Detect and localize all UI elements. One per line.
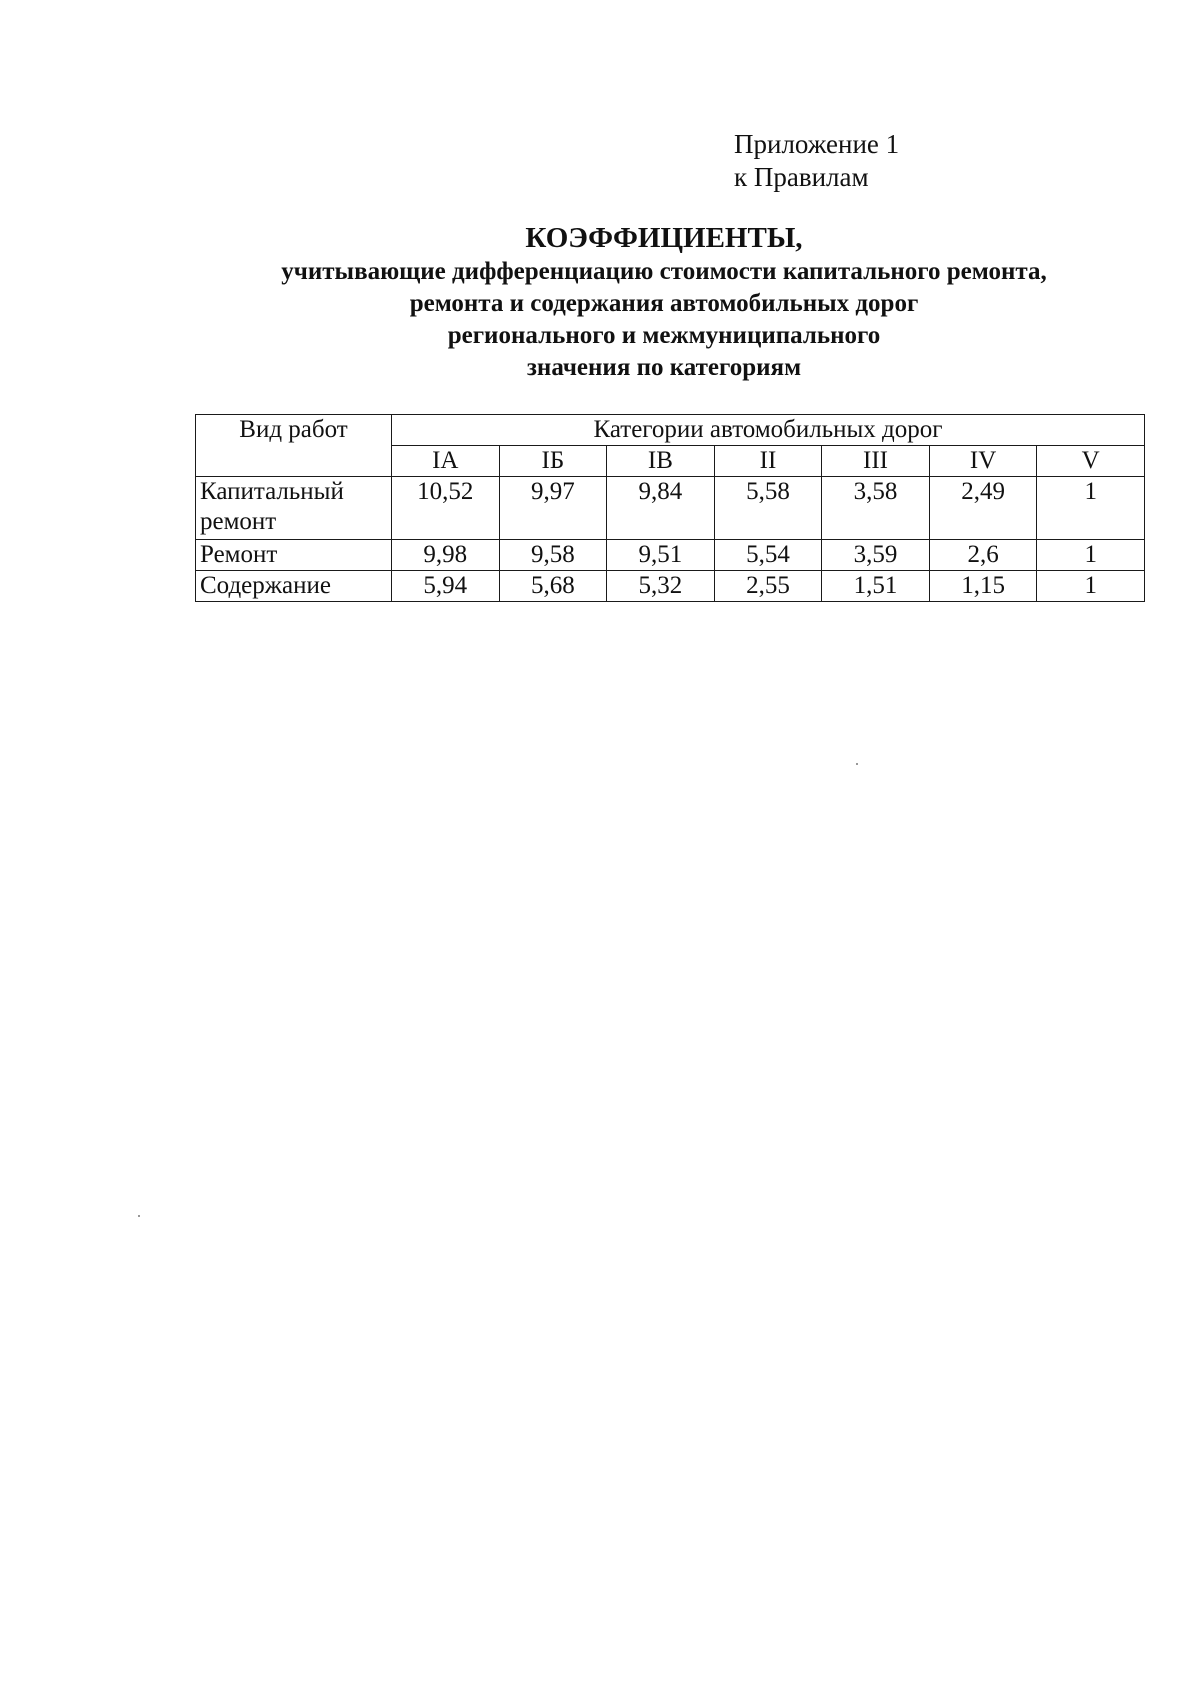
annex-line-1: Приложение 1 — [734, 129, 900, 159]
header-category-ia: IA — [392, 446, 500, 477]
table-cell: 1,15 — [929, 571, 1037, 602]
header-category-iii: III — [822, 446, 930, 477]
header-category-ib-1: IБ — [499, 446, 607, 477]
table-cell: 5,58 — [714, 477, 822, 540]
row-label-repair: Ремонт — [196, 540, 392, 571]
title-line-2: ремонта и содержания автомобильных дорог — [409, 290, 919, 317]
table-cell: 2,55 — [714, 571, 822, 602]
table-row-capital-repair — [196, 477, 1145, 540]
header-category-ii: II — [714, 446, 822, 477]
table-cell: 5,32 — [607, 571, 715, 602]
table-cell: 2,49 — [929, 477, 1037, 540]
title-line-3: регионального и межмуниципального — [447, 322, 881, 349]
table-row-repair — [196, 540, 1145, 571]
table-cell: 9,84 — [607, 477, 715, 540]
table-cell: 1 — [1037, 540, 1145, 571]
header-category-iv: IV — [929, 446, 1037, 477]
table-cell: 5,68 — [499, 571, 607, 602]
table-cell: 2,6 — [929, 540, 1037, 571]
table-cell: 3,59 — [822, 540, 930, 571]
table-cell: 1 — [1037, 477, 1145, 540]
annex-reference — [734, 128, 899, 194]
table-cell: 5,54 — [714, 540, 822, 571]
table-cell: 3,58 — [822, 477, 930, 540]
table-cell: 9,58 — [499, 540, 607, 571]
title-line-1: учитывающие дифференциацию стоимости капитального ремонта, — [281, 258, 1047, 285]
table-cell: 9,51 — [607, 540, 715, 571]
header-work-type: Вид работ — [196, 415, 392, 477]
scan-speck — [856, 763, 858, 765]
table-cell: 1 — [1037, 571, 1145, 602]
row-label-line: ремонт — [200, 508, 277, 535]
coefficients-table — [195, 414, 1145, 602]
table-cell: 10,52 — [392, 477, 500, 540]
header-category-ib-2: IB — [607, 446, 715, 477]
scan-speck — [138, 1215, 140, 1217]
header-road-categories: Категории автомобильных дорог — [392, 415, 1145, 446]
row-label-maintenance: Содержание — [196, 571, 392, 602]
row-label-capital-repair — [196, 477, 392, 540]
header-category-v: V — [1037, 446, 1145, 477]
table-row-maintenance — [196, 571, 1145, 602]
table-cell: 9,97 — [499, 477, 607, 540]
table-cell: 9,98 — [392, 540, 500, 571]
annex-line-2: к Правилам — [734, 162, 869, 192]
row-label-line: Капитальный — [200, 478, 344, 505]
table-cell: 5,94 — [392, 571, 500, 602]
document-title — [160, 220, 1168, 384]
title-main: КОЭФФИЦИЕНТЫ, — [525, 222, 803, 254]
title-line-4: значения по категориям — [526, 354, 802, 381]
table-cell: 1,51 — [822, 571, 930, 602]
